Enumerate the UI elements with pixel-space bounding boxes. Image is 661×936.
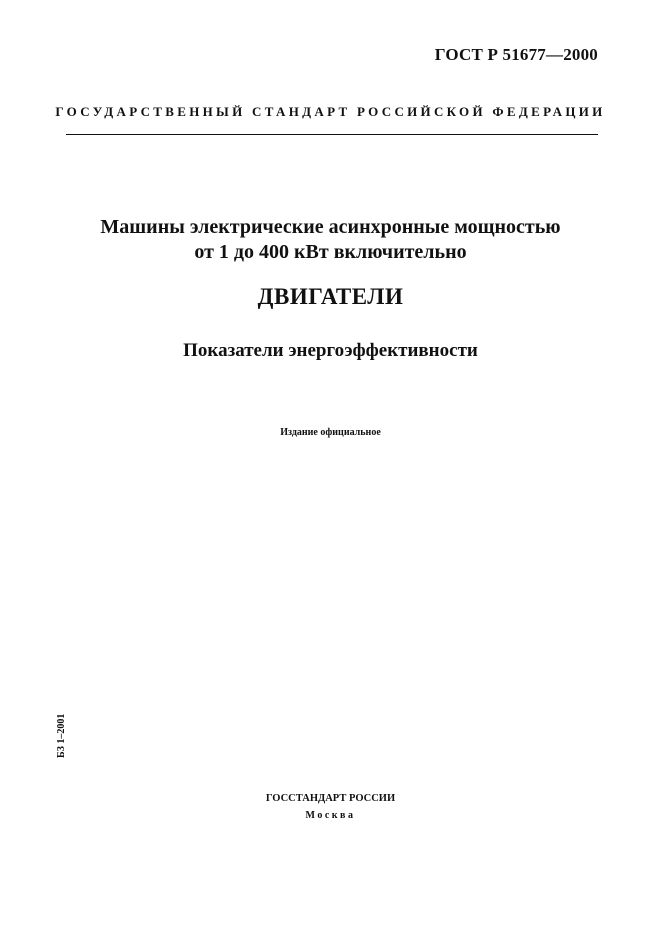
city: Москва — [305, 810, 356, 821]
publisher: ГОССТАНДАРТ РОССИИ — [265, 793, 396, 804]
gost-code: ГОСТ Р 51677—2000 — [434, 45, 598, 64]
state-standard-heading: ГОСУДАРСТВЕННЫЙ СТАНДАРТ РОССИЙСКОЙ ФЕДЕРАЦИИ — [55, 104, 606, 119]
title-line-1: Машины электрические асинхронные мощностью — [100, 216, 561, 238]
main-title: ДВИГАТЕЛИ — [257, 284, 404, 309]
subtitle: Показатели энергоэффективности — [183, 340, 478, 361]
document-title — [0, 215, 661, 265]
title-line-2: от 1 до 400 кВт включительно — [194, 241, 467, 263]
header-rule — [66, 134, 598, 135]
edition-note: Издание официальное — [280, 427, 381, 438]
side-code: БЗ 1–2001 — [56, 713, 67, 758]
